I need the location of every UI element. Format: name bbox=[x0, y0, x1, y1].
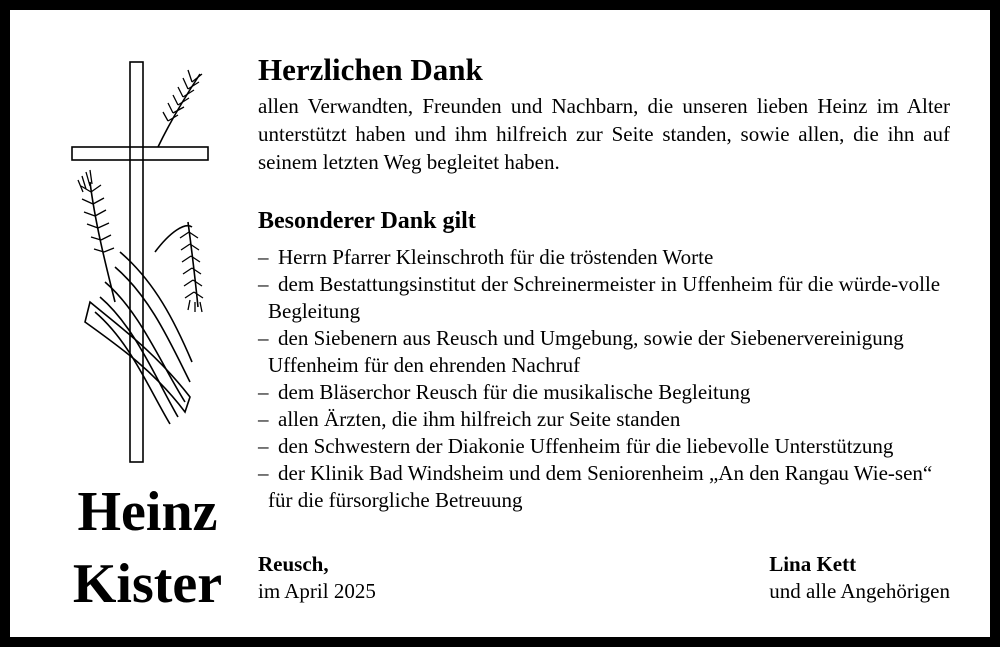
list-item bbox=[258, 244, 950, 271]
list-item bbox=[258, 406, 950, 433]
obituary-card bbox=[10, 10, 990, 637]
dash: – bbox=[258, 461, 269, 485]
subheading: Besonderer Dank gilt bbox=[258, 208, 476, 234]
list-item bbox=[258, 271, 950, 325]
thanks-list bbox=[258, 244, 950, 514]
signer-name: Lina Kett bbox=[769, 552, 857, 576]
list-item bbox=[258, 379, 950, 406]
list-item-text: dem Bestattungsinstitut der Schreinermeister in Uffenheim für die würde-volle Begleitung bbox=[268, 272, 941, 323]
place-and-date bbox=[258, 551, 376, 605]
dash: – bbox=[258, 434, 269, 458]
intro-text: allen Verwandten, Freunden und Nachbarn, die unseren lieben Heinz im Alter unterstützt haben und ihm hilfreich zur Seite standen, sowie allen, die ihn auf seinem letzten Weg begleitet haben. bbox=[258, 94, 950, 174]
list-item-text: der Klinik Bad Windsheim und dem Seniorenheim „An den Rangau Wie-sen“ für die fürsorgliche Betreuung bbox=[268, 461, 933, 512]
dash: – bbox=[258, 380, 269, 404]
signer-others: und alle Angehörigen bbox=[769, 579, 950, 603]
list-item bbox=[258, 325, 950, 379]
list-item bbox=[258, 433, 950, 460]
dash: – bbox=[258, 245, 269, 269]
list-item bbox=[258, 460, 950, 514]
list-item-text: Herrn Pfarrer Kleinschroth für die tröstenden Worte bbox=[278, 245, 714, 269]
list-item-text: dem Bläserchor Reusch für die musikalische Begleitung bbox=[278, 380, 751, 404]
town: Reusch, bbox=[258, 552, 329, 576]
deceased-last-name: Kister bbox=[72, 553, 223, 615]
dash: – bbox=[258, 407, 269, 431]
signature bbox=[769, 551, 950, 605]
cross-with-wheat-icon bbox=[60, 52, 220, 467]
heading: Herzlichen Dank bbox=[258, 52, 483, 87]
dash: – bbox=[258, 326, 269, 350]
dash: – bbox=[258, 272, 269, 296]
date: im April 2025 bbox=[258, 579, 376, 603]
list-item-text: den Schwestern der Diakonie Uffenheim für die liebevolle Unterstützung bbox=[278, 434, 894, 458]
deceased-first-name: Heinz bbox=[77, 481, 218, 543]
list-item-text: allen Ärzten, die ihm hilfreich zur Seite standen bbox=[278, 407, 681, 431]
list-item-text: den Siebenern aus Reusch und Umgebung, sowie der Siebenervereinigung Uffenheim für den ehrenden Nachruf bbox=[268, 326, 904, 377]
